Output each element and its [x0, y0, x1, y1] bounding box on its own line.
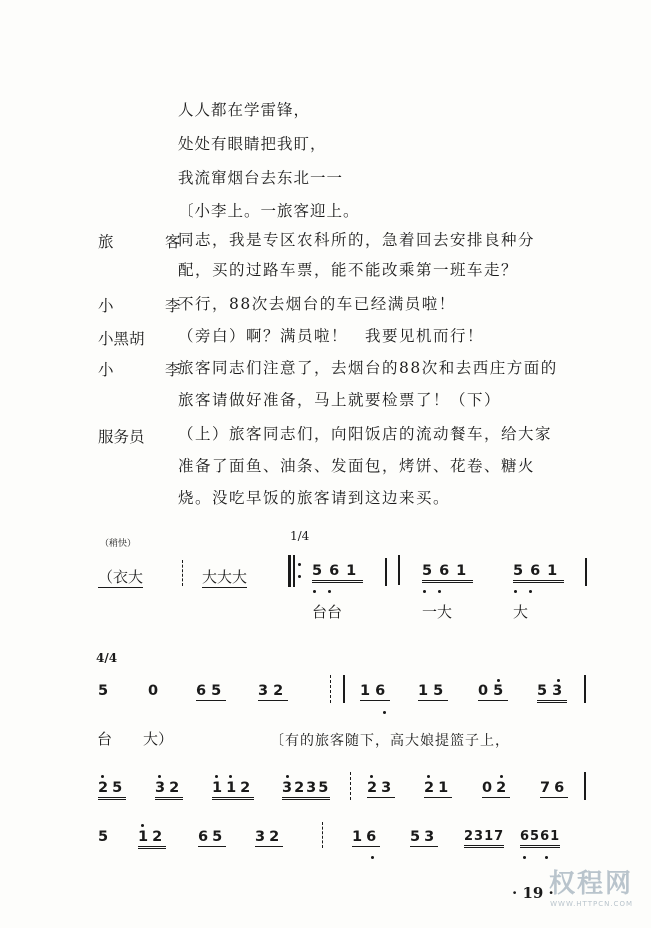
tempo-marking: （稍快） [100, 539, 137, 549]
octave-dot [438, 590, 441, 593]
note: 0 [148, 683, 159, 699]
verse-line-3: 我流窜烟台去东北一一 [178, 169, 344, 187]
note-text: 02 [482, 780, 511, 796]
note-group [360, 683, 390, 699]
octave-dot [545, 856, 548, 859]
lyric: 大） [143, 730, 174, 748]
note-group [424, 780, 452, 796]
lyric: 台 [97, 730, 113, 748]
note-group [540, 780, 568, 796]
repeat-barline [288, 555, 291, 587]
note-text: 16 [352, 829, 381, 845]
note-group [198, 829, 226, 845]
octave-dot [500, 775, 503, 778]
note-text: 76 [540, 780, 569, 796]
dialogue-line: （上）旅客同志们，向阳饭店的流动餐车，给大家 [178, 425, 553, 443]
note-text: 65 [198, 829, 227, 845]
watermark-url: WWW.HTTPCN.COM [550, 900, 633, 908]
stage-direction-1: 〔小李上。一旅客迎上。 [178, 202, 360, 220]
octave-dot [514, 590, 517, 593]
note-text: 53 [537, 683, 567, 703]
note-text: 32 [155, 780, 183, 800]
watermark-text: 权程网 [548, 869, 633, 899]
octave-dot [229, 775, 232, 778]
dialogue-line: 配，买的过路车票，能不能改乘第一班车走？ [178, 261, 519, 279]
barline [385, 558, 387, 586]
octave-dot [370, 775, 373, 778]
dialogue-line: 准备了面鱼、油条、发面包，烤饼、花卷、糖火 [178, 457, 536, 475]
note-group [155, 780, 183, 796]
octave-dot [529, 590, 532, 593]
note-text: 2317 [464, 829, 504, 848]
time-signature: 4/4 [96, 651, 118, 665]
repeat-dot [298, 563, 301, 566]
note-text: 05 [478, 683, 509, 699]
speaker-xiaoheihu: 小黑胡 [98, 330, 145, 348]
dialogue-line: 烧。没吃早饭的旅客请到这边来买。 [178, 489, 451, 507]
note-group [138, 829, 166, 845]
note-text: 561 [513, 563, 564, 583]
octave-dot [383, 711, 386, 714]
dialogue-line: 不行，88次去烟台的车已经满员啦！ [178, 295, 456, 313]
dashed-barline [330, 675, 331, 703]
note-group [513, 563, 564, 579]
dialogue-line: 同志，我是专区农科所的，急着回去安排良种分 [178, 231, 536, 249]
note-group [418, 683, 448, 699]
note: 5 [98, 829, 109, 845]
lyric: 大 [513, 603, 529, 621]
note-text: 25 [98, 780, 126, 800]
note-text: 53 [410, 829, 439, 845]
percussion-syllable: 大大大 [202, 568, 248, 586]
octave-dot [423, 590, 426, 593]
note-group [520, 829, 560, 844]
octave-dot [141, 824, 144, 827]
percussion-syllable: （衣大 [98, 568, 144, 586]
note-text: 12 [138, 829, 166, 849]
stage-direction-2: 〔有的旅客随下，高大娘提篮子上， [270, 733, 510, 749]
note-group [352, 829, 380, 845]
dialogue-line: 旅客同志们注意了，去烟台的88次和去西庄方面的 [178, 359, 558, 377]
speaker-xiaoli: 小 李 [98, 361, 199, 379]
note-text: 21 [424, 780, 453, 796]
barline [584, 675, 586, 703]
octave-dot [286, 775, 289, 778]
octave-dot [328, 590, 331, 593]
watermark [549, 863, 633, 908]
speaker-xiaoli: 小 李 [98, 297, 199, 315]
note-text: 15 [418, 683, 449, 699]
octave-dot [313, 590, 316, 593]
dialogue-line: （旁白）啊？满员啦！ 我要见机而行！ [178, 327, 485, 345]
repeat-barline [293, 555, 295, 587]
note-group [196, 683, 226, 699]
note-text: 6561 [520, 829, 560, 848]
note-group [537, 683, 567, 699]
percussion-words [98, 566, 143, 587]
note-text: 561 [422, 563, 473, 583]
repeat-dot [298, 575, 301, 578]
barline [584, 772, 586, 800]
lyric: 一大 [422, 603, 453, 621]
octave-dot [427, 775, 430, 778]
barline [343, 675, 345, 703]
dashed-barline [182, 560, 183, 586]
dialogue-line: 旅客请做好准备，马上就要检票了！（下） [178, 391, 502, 409]
octave-dot [101, 775, 104, 778]
page-number: · 19 · [512, 884, 554, 902]
note-group [258, 683, 288, 699]
note-group [212, 780, 254, 796]
note-group [478, 683, 508, 699]
barline [398, 555, 400, 585]
percussion-words [202, 566, 247, 587]
octave-dot [557, 679, 560, 682]
note-text: 561 [312, 563, 363, 583]
speaker-waiter: 服务员 [98, 428, 145, 446]
speaker-traveler: 旅 客 [98, 233, 199, 251]
note-group [482, 780, 510, 796]
note-text: 112 [212, 780, 254, 800]
note-group [367, 780, 395, 796]
barline [585, 558, 587, 586]
octave-dot [523, 856, 526, 859]
note: 5 [98, 683, 109, 699]
dashed-barline [350, 772, 351, 800]
note-group [464, 829, 504, 844]
note-text: 32 [255, 829, 284, 845]
note-group [282, 780, 330, 796]
dashed-barline [322, 822, 323, 848]
note-text: 3235 [282, 780, 330, 800]
octave-dot [215, 775, 218, 778]
octave-dot [497, 679, 500, 682]
note-text: 32 [258, 683, 289, 699]
note-group [410, 829, 438, 845]
note-text: 65 [196, 683, 227, 699]
time-signature: 1/4 [290, 529, 310, 543]
note-group [98, 780, 126, 796]
note-group [312, 563, 363, 579]
lyric: 台台 [312, 603, 343, 621]
verse-line-2: 处处有眼睛把我盯， [178, 135, 327, 153]
verse-line-1: 人人都在学雷锋， [178, 101, 311, 119]
note-group [255, 829, 283, 845]
note-text: 16 [360, 683, 391, 699]
octave-dot [158, 775, 161, 778]
octave-dot [371, 856, 374, 859]
note-text: 23 [367, 780, 396, 796]
note-group [422, 563, 473, 579]
